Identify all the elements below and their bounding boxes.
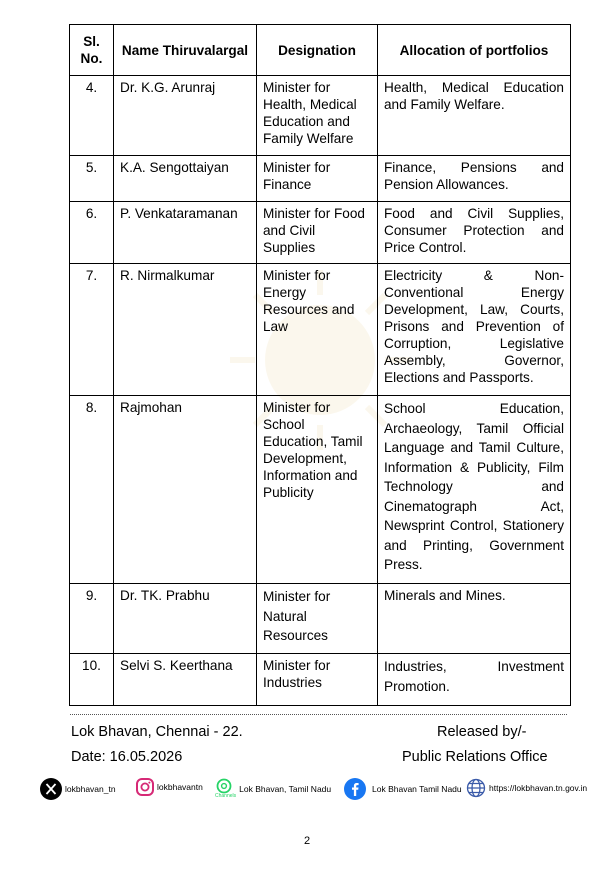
portfolios: Food and Civil Supplies, Consumer Protection and Price Control. [378, 202, 571, 264]
footer-date: Date: 16.05.2026 [71, 749, 183, 765]
portfolios: Electricity & Non-Conventional Energy Development, Law, Courts, Prisons and Prevention of Corruption, Legislative Assembly, Governor, Elections and Passports. [378, 264, 571, 396]
table-row [70, 396, 571, 584]
header-name: Name Thiruvalargal [114, 25, 257, 76]
portfolios: Industries, Investment Promotion. [378, 654, 571, 706]
sl-no: 6. [70, 202, 114, 264]
table-row [70, 156, 571, 202]
minister-name: K.A. Sengottaiyan [114, 156, 257, 202]
table-row [70, 202, 571, 264]
social-label: Lok Bhavan Tamil Nadu [372, 784, 462, 794]
social-label: Lok Bhavan, Tamil Nadu [239, 783, 332, 794]
globe-icon [466, 778, 486, 798]
sl-no: 9. [70, 584, 114, 654]
table-row [70, 654, 571, 706]
facebook-icon [344, 778, 366, 800]
sl-no: 7. [70, 264, 114, 396]
social-link-x[interactable] [40, 778, 116, 800]
sl-no: 4. [70, 76, 114, 156]
table-row [70, 76, 571, 156]
channels-icon [216, 778, 232, 794]
minister-name: Selvi S. Keerthana [114, 654, 257, 706]
minister-name: Dr. K.G. Arunraj [114, 76, 257, 156]
designation: Minister for Industries [257, 654, 378, 706]
header-allocation: Allocation of portfolios [378, 25, 571, 76]
social-link-channels[interactable] [215, 778, 331, 799]
table-header-row [70, 25, 571, 76]
social-label: https://lokbhavan.tn.gov.in [489, 783, 588, 793]
page-number: 2 [303, 835, 311, 847]
sl-no: 5. [70, 156, 114, 202]
portfolio-table [69, 24, 571, 706]
minister-name: Dr. TK. Prabhu [114, 584, 257, 654]
portfolios: Health, Medical Education and Family Welfare. [378, 76, 571, 156]
sl-no: 10. [70, 654, 114, 706]
portfolios: Finance, Pensions and Pension Allowances. [378, 156, 571, 202]
dotted-divider [70, 714, 567, 715]
header-designation: Designation [257, 25, 378, 76]
designation: Minister for Energy Resources and Law [257, 264, 378, 396]
designation: Minister for Finance [257, 156, 378, 202]
minister-name: Rajmohan [114, 396, 257, 584]
social-label: lokbhavantn [157, 782, 203, 792]
portfolios: School Education, Archaeology, Tamil Official Language and Tamil Culture, Information & Publicity, Film Technology and Cinematograph Act, Newsprint Control, Stationery and Printing, Government Press. [378, 396, 571, 584]
social-link-instagram[interactable] [136, 778, 203, 796]
header-sl-no: Sl. No. [70, 25, 114, 76]
footer-place: Lok Bhavan, Chennai - 22. [71, 724, 243, 740]
channels-sublabel: Channels [215, 793, 237, 799]
social-links-bar [40, 778, 588, 802]
designation: Minister for Health, Medical Education and Family Welfare [257, 76, 378, 156]
designation: Minister for Food and Civil Supplies [257, 202, 378, 264]
minister-name: P. Venkataramanan [114, 202, 257, 264]
table-row [70, 264, 571, 396]
designation: Minister for Natural Resources [257, 584, 378, 654]
sl-no: 8. [70, 396, 114, 584]
social-link-website[interactable] [466, 778, 587, 798]
minister-name: R. Nirmalkumar [114, 264, 257, 396]
channels-icon-group [215, 778, 236, 799]
footer-office: Public Relations Office [402, 749, 548, 765]
social-link-facebook[interactable] [344, 778, 462, 800]
table-row [70, 584, 571, 654]
portfolios: Minerals and Mines. [378, 584, 571, 654]
social-label: lokbhavan_tn [65, 784, 116, 794]
instagram-icon [136, 778, 154, 796]
footer-released-by: Released by/- [437, 724, 527, 740]
designation: Minister for School Education, Tamil Development, Information and Publicity [257, 396, 378, 584]
x-icon [40, 778, 62, 800]
